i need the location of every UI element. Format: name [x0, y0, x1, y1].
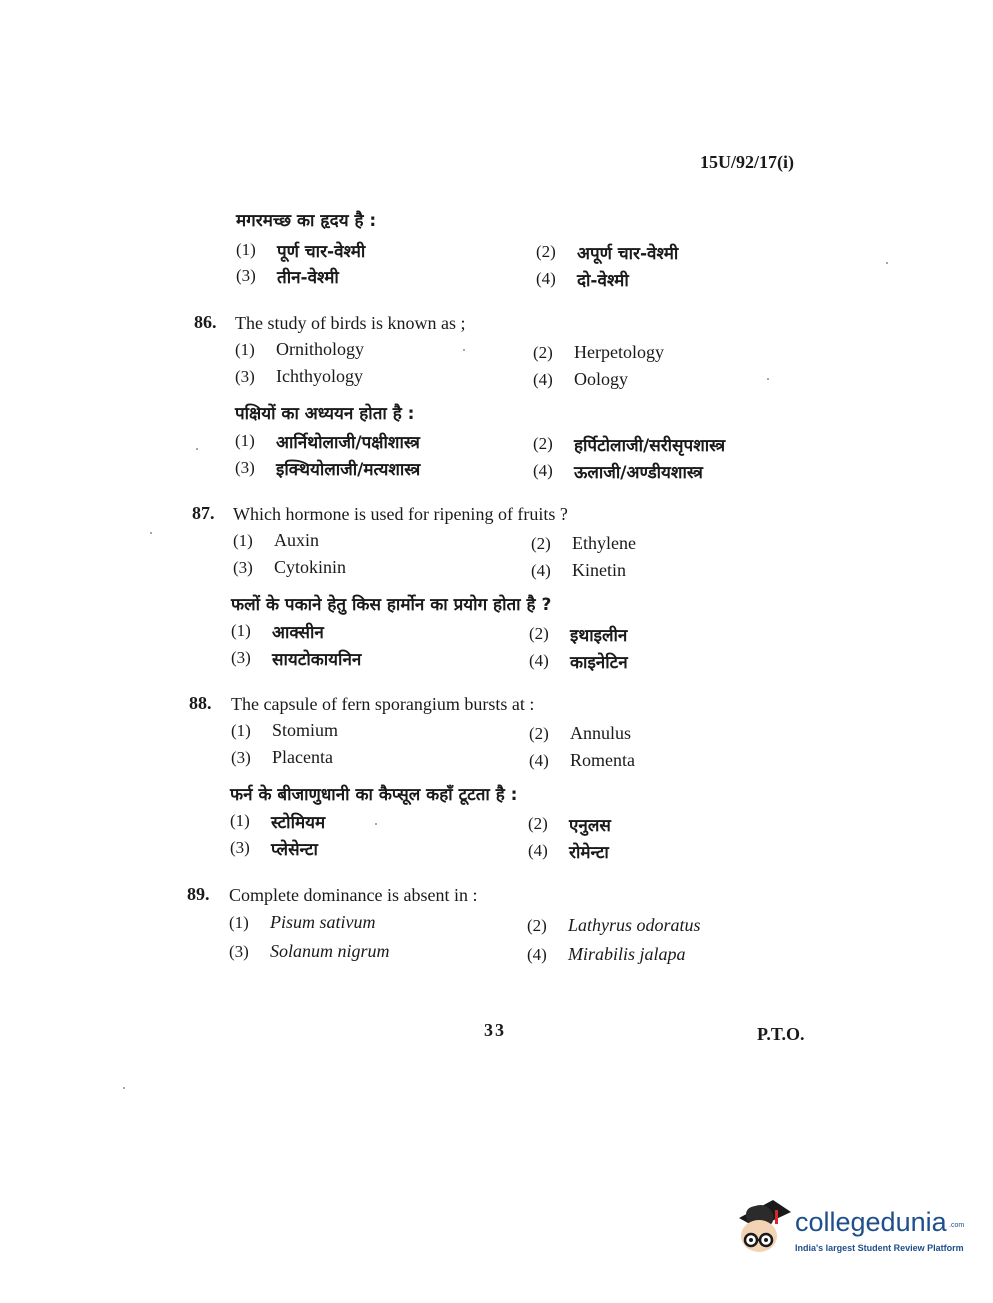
option-text: Solanum nigrum: [270, 941, 390, 961]
option-text: रोमेन्टा: [569, 843, 609, 863]
question-number: 87.: [192, 503, 215, 523]
option-number: (1): [230, 811, 250, 830]
option-text: आर्निथोलाजी/पक्षीशास्त्र: [276, 433, 420, 453]
prev-option-text: पूर्ण चार-वेश्मी: [277, 242, 366, 262]
option-number: (1): [229, 913, 249, 932]
option-text: Placenta: [272, 747, 333, 767]
option-number: (1): [235, 340, 255, 359]
prev-option-text: दो-वेश्मी: [577, 271, 629, 291]
option-text: प्लेसेन्टा: [271, 840, 318, 860]
option-text: Annulus: [570, 723, 632, 743]
question-text-hindi: फलों के पकाने हेतु किस हार्मोन का प्रयोग होता है ?: [231, 595, 552, 615]
option-number: (4): [529, 751, 549, 770]
question-text-english: The study of birds is known as ;: [235, 313, 466, 333]
scan-speck: [375, 823, 377, 825]
prev-option-number: (2): [536, 242, 556, 261]
option-text: Pisum sativum: [270, 912, 376, 932]
question-text-english: Complete dominance is absent in :: [229, 885, 478, 905]
option-number: (3): [235, 458, 255, 477]
option-text: Oology: [574, 369, 628, 389]
prev-option-number: (4): [536, 269, 556, 288]
option-number: (4): [531, 561, 551, 580]
question-text-english: Which hormone is used for ripening of fruits ?: [233, 504, 568, 524]
brand-suffix: .com: [949, 1222, 965, 1229]
paper-code: 15U/92/17(i): [700, 152, 794, 172]
option-number: (2): [528, 814, 548, 833]
option-number: (1): [231, 621, 251, 640]
option-number: (2): [531, 534, 551, 553]
option-text: Kinetin: [572, 560, 626, 580]
scan-speck: [767, 378, 769, 380]
option-number: (2): [533, 343, 553, 362]
option-number: (3): [231, 748, 251, 767]
option-text: Herpetology: [574, 342, 664, 362]
page-number: 33: [484, 1020, 506, 1040]
scan-speck: [196, 448, 198, 450]
option-text: Cytokinin: [274, 557, 347, 577]
option-number: (4): [533, 370, 553, 389]
option-text: काइनेटिन: [570, 653, 628, 673]
option-number: (1): [235, 431, 255, 450]
option-text: Ichthyology: [276, 366, 363, 386]
option-text: इथाइलीन: [570, 626, 628, 646]
option-text: Romenta: [570, 750, 635, 770]
option-text: स्टोमियम: [271, 813, 326, 833]
option-text: इक्थियोलाजी/मत्यशास्त्र: [276, 460, 421, 480]
option-text: Ornithology: [276, 339, 364, 359]
option-text: Lathyrus odoratus: [568, 915, 701, 935]
option-text: Stomium: [272, 720, 339, 740]
question-text-english: The capsule of fern sporangium bursts at :: [231, 694, 535, 714]
option-number: (4): [527, 945, 547, 964]
prev-question-hindi: मगरमच्छ का हृदय है :: [236, 211, 377, 231]
question-text-hindi: फर्न के बीजाणुधानी का कैप्सूल कहाँ टूटता है :: [230, 785, 518, 805]
prev-option-number: (1): [236, 240, 256, 259]
brand-tagline: India's largest Student Review Platform: [795, 1243, 964, 1253]
option-number: (3): [229, 942, 249, 961]
option-number: (3): [230, 838, 250, 857]
question-text-hindi: पक्षियों का अध्ययन होता है :: [235, 404, 415, 424]
option-text: ऊलाजी/अण्डीयशास्त्र: [574, 463, 703, 483]
option-number: (2): [527, 916, 547, 935]
option-number: (3): [231, 648, 251, 667]
option-text: एनुलस: [569, 816, 611, 836]
option-text: Ethylene: [572, 533, 636, 553]
option-number: (1): [231, 721, 251, 740]
option-number: (4): [529, 651, 549, 670]
question-number: 88.: [189, 693, 212, 713]
prev-option-text: अपूर्ण चार-वेश्मी: [577, 244, 679, 264]
option-number: (3): [235, 367, 255, 386]
option-text: हर्पिटोलाजी/सरीसृपशास्त्र: [574, 436, 726, 456]
prev-option-text: तीन-वेश्मी: [277, 268, 339, 288]
scan-speck: [123, 1087, 125, 1089]
prev-option-number: (3): [236, 266, 256, 285]
option-number: (2): [529, 624, 549, 643]
option-number: (3): [233, 558, 253, 577]
option-text: आक्सीन: [272, 623, 324, 643]
scan-speck: [463, 349, 465, 351]
option-number: (2): [529, 724, 549, 743]
option-number: (4): [528, 841, 548, 860]
scan-speck: [150, 532, 152, 534]
question-number: 89.: [187, 884, 210, 904]
option-text: Mirabilis jalapa: [568, 944, 686, 964]
option-text: सायटोकायनिन: [272, 650, 362, 670]
option-text: Auxin: [274, 530, 319, 550]
brand-name: collegedunia: [795, 1207, 947, 1237]
option-number: (2): [533, 434, 553, 453]
pto-label: P.T.O.: [757, 1024, 805, 1044]
scan-speck: [886, 262, 888, 264]
mascot-logo-icon: [733, 1196, 793, 1258]
option-number: (1): [233, 531, 253, 550]
question-number: 86.: [194, 312, 217, 332]
option-number: (4): [533, 461, 553, 480]
